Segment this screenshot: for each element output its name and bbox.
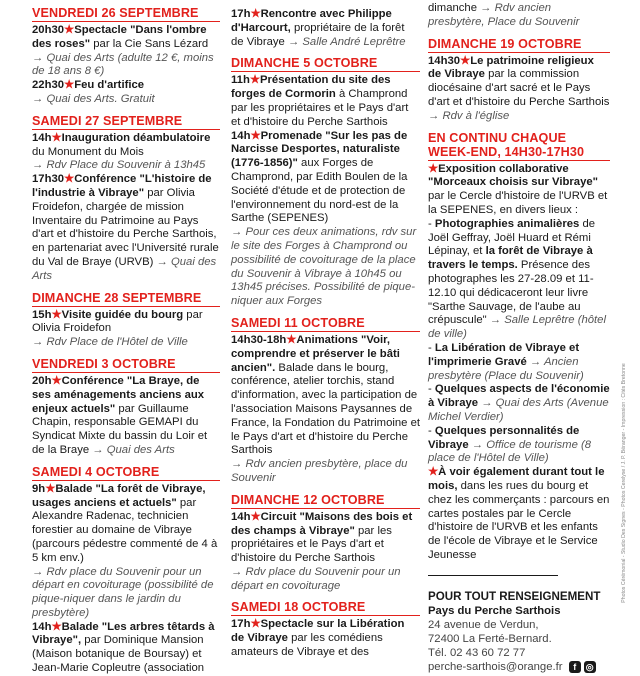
event — [231, 8, 420, 49]
arrow-icon: → — [32, 336, 47, 349]
exhibit-item — [428, 425, 610, 466]
event-desc: par les comédiens amateurs de Vibraye et des — [231, 632, 383, 659]
event-title: Conférence "L'histoire de l'industrie à Vibraye" — [32, 173, 212, 199]
event-desc: dans les rues du bourg et chez les commerçants : parcours en cartes postales par le Cercle d'histoire de l'URVB et les enfants de l'école de Vibraye et le Service Jeunesse — [428, 479, 610, 561]
arrow-icon: → — [471, 438, 487, 451]
star-icon: ★ — [64, 173, 75, 186]
event-place: Rdv ancien presbytère, Place du Souvenir — [428, 2, 580, 28]
info-address-1: 24 avenue de Verdun, — [428, 619, 539, 632]
event-time: 9h — [32, 482, 46, 495]
exhibit-place: Office de tourisme (8 place de l'Hôtel de Ville) — [428, 438, 592, 465]
event-title: À voir également durant tout le mois, — [428, 466, 605, 492]
column-2 — [231, 8, 421, 659]
exhibit-place: Salle Leprêtre (hôtel de ville) — [428, 314, 606, 341]
event-place: Pour ces deux animations, rdv sur le site des Forges à Champrond ou possibilité de covoiturage de la place du Souvenir à Vibraye à 10h45 ou 13h45 précises. Possibilité de pique-niquer aux Forges — [231, 226, 417, 308]
dash: - — [428, 217, 435, 230]
event-place: Quai des Arts — [32, 255, 217, 282]
exhibit-title: Quelques personnalités de Vibraye — [428, 424, 580, 451]
star-icon: ★ — [460, 54, 471, 67]
event — [231, 334, 420, 486]
star-icon: ★ — [250, 8, 261, 20]
exhibit-item — [428, 342, 610, 383]
event-time: 14h — [32, 620, 52, 633]
exhibit-desc-2: Présence des photographes les 27-28.09 et 11-12.10 qui dédicaceront leur livre "Sarthe Sauvage, de l'aube au crépuscule" — [428, 259, 594, 327]
arrow-icon: → — [231, 565, 246, 578]
event-title: Spectacle sur la Libération de Vibraye — [231, 618, 405, 645]
event — [231, 511, 420, 594]
arrow-icon: → — [529, 355, 544, 368]
day-heading: VENDREDI 26 SEPTEMBRE — [32, 6, 220, 22]
event — [32, 173, 220, 283]
social-icons — [569, 661, 596, 673]
star-icon: ★ — [45, 482, 56, 495]
day-heading: DIMANCHE 19 OCTOBRE — [428, 37, 610, 53]
event-title: Feu d'artifice — [74, 79, 145, 92]
info-email[interactable]: perche-sarthois@orange.fr — [428, 660, 563, 673]
arrow-icon: → — [480, 2, 495, 14]
event-title: Visite guidée du bourg — [61, 308, 184, 321]
event-desc: propriétaire de la forêt de Vibraye — [231, 21, 405, 48]
exhibit-place: Quai des Arts (Avenue Michel Verdier) — [428, 397, 609, 423]
event-place: Rdv Place du Souvenir à 13h45 — [46, 159, 206, 172]
event-desc: par Olivia Froidefon, chargée de mission Inventaire du Patrimoine au Pays d'art et d'histoire du Perche Sarthois, en partenariat avec l'Université rurale du Val de Braye (URVB) — [32, 186, 219, 268]
star-icon: ★ — [428, 466, 439, 479]
event-time: 14h — [32, 131, 52, 144]
event-place: Quai des Arts (adulte 12 €, moins de 18 ans 8 €) — [32, 51, 214, 78]
facebook-icon[interactable]: f — [569, 661, 581, 673]
star-icon: ★ — [250, 618, 261, 631]
day-heading: VENDREDI 3 OCTOBRE — [32, 357, 220, 373]
exhibit-item — [428, 218, 610, 342]
event-title: Balade "La forêt de Vibraye, usages anciens et actuels" — [32, 482, 206, 509]
event-time: 14h — [231, 129, 251, 142]
event-place: Quai des Arts. Gratuit — [46, 92, 155, 105]
info-title: POUR TOUT RENSEIGNEMENT — [428, 589, 601, 603]
event-desc: par la commission diocésaine d'art sacré et le Pays d'art et d'histoire du Perche Sarthois — [428, 68, 610, 108]
event-title: Exposition collaborative "Morceaux choisis sur Vibraye" — [428, 162, 598, 189]
event-place: Quai des Arts — [106, 443, 175, 456]
star-icon: ★ — [286, 333, 297, 346]
event-title: Balade "Les arbres têtards à Vibraye", — [32, 620, 215, 647]
arrow-icon: → — [481, 397, 496, 410]
event — [32, 132, 220, 173]
event-place: Rdv à l'église — [442, 109, 510, 122]
event-title: Présentation du site des forges de Cormorin — [231, 74, 391, 101]
star-icon: ★ — [64, 79, 75, 92]
exhibit-desc: de Joël Geffray, Joël Huard et Rémi Lépinay, et — [428, 217, 596, 258]
dash: - — [428, 341, 435, 354]
day-heading: EN CONTINU CHAQUE WEEK-END, 14H30-17H30 — [428, 131, 610, 161]
photo-credit — [617, 338, 631, 628]
day-heading: SAMEDI 27 SEPTEMBRE — [32, 114, 220, 130]
event-desc: dimanche — [428, 2, 477, 14]
event-time: 20h30 — [32, 24, 65, 36]
event-desc: par Alexandre Radenac, technicien forestier au domaine de Vibraye (parcours pédestre commenté de 4 à 5 km env.) — [32, 496, 218, 564]
exhibit-title: Photographies animalières — [434, 217, 580, 230]
day-heading: DIMANCHE 5 OCTOBRE — [231, 56, 420, 72]
event-time: 14h — [231, 510, 251, 523]
arrow-icon: → — [32, 51, 47, 64]
exhibit-title: Quelques aspects de l'économie à Vibraye — [428, 383, 610, 410]
event — [32, 483, 220, 621]
event-title: Promenade "Sur les pas de Narcisse Desportes, naturaliste (1776-1856)" — [231, 129, 408, 170]
event-place: Rdv ancien presbytère, place du Souvenir — [231, 458, 408, 484]
arrow-icon: → — [32, 159, 47, 172]
event-title: Le patrimoine religieux de Vibraye — [428, 54, 594, 81]
star-icon: ★ — [51, 374, 62, 387]
info-email-row — [428, 661, 610, 675]
event-place: Rdv place du Souvenir pour un départ en covoiturage — [231, 565, 401, 592]
event-time: 17h30 — [32, 173, 65, 186]
divider — [428, 575, 558, 576]
event-place: Salle André Leprêtre — [302, 35, 406, 48]
star-icon: ★ — [51, 131, 62, 144]
arrow-icon: → — [231, 458, 246, 471]
event-desc: par le Cercle d'histoire de l'URVB et la SEPENES, en divers lieux : — [428, 190, 608, 216]
event-place: Rdv Place de l'Hôtel de Ville — [46, 336, 188, 349]
exhibit-title-2: la forêt de Vibraye à travers le temps. — [428, 245, 593, 272]
event-title: Rencontre avec Philippe d'Harcourt, — [231, 8, 392, 34]
event — [428, 466, 610, 563]
event-desc: Balade dans le bourg, conférence, atelier torchis, stand d'information, avec la participation de l'association Maisons Paysannes de France, la Fondation du Patrimoine et le Pays d'art et d'histoire du Perche Sarthois — [231, 361, 421, 457]
event-time: 22h30 — [32, 79, 65, 92]
event-title: Animations "Voir, comprendre et préserver le bâti ancien". — [231, 333, 400, 374]
day-heading: SAMEDI 4 OCTOBRE — [32, 465, 220, 481]
exhibit-place: Ancien presbytère (Place du Souvenir) — [428, 355, 584, 382]
event — [32, 309, 220, 350]
event-place: Rdv place du Souvenir pour un départ en covoiturage (possibilité de pique-niquer dans le jardin du presbytère) — [32, 565, 214, 619]
event-desc: aux Forges de Champrond, par Edith Boulen de la Société d'étude et de protection de l'environnement du nord-est de la Sarthe (SEPENES) — [231, 157, 408, 225]
info-phone: Tél. 02 43 60 72 77 — [428, 646, 526, 659]
event-title: Conférence "La Braye, de ses aménagements anciens aux enjeux actuels" — [32, 374, 205, 415]
dash: - — [428, 424, 435, 437]
star-icon: ★ — [51, 308, 62, 321]
event-time: 17h — [231, 8, 251, 20]
event-time: 14h30 — [428, 54, 461, 67]
instagram-icon[interactable]: ◎ — [584, 661, 596, 673]
event-desc: par Guillaume Chapin, responsable GEMAPI du Syndicat Mixte du bassin du Loir et de la Braye — [32, 402, 208, 456]
event-time: 15h — [32, 308, 52, 321]
event — [32, 24, 220, 79]
arrow-icon: → — [92, 443, 107, 456]
event — [428, 163, 610, 218]
event — [231, 130, 420, 309]
arrow-icon: → — [32, 565, 47, 578]
arrow-icon: → — [287, 35, 303, 48]
event-time: 17h — [231, 618, 251, 631]
star-icon: ★ — [428, 162, 439, 175]
event — [32, 79, 220, 107]
star-icon: ★ — [64, 24, 75, 36]
column-3 — [428, 2, 610, 673]
arrow-icon: → — [489, 314, 505, 327]
event-desc: par Dominique Mansion (Maison botanique de Boursay) et Jean-Marie Copleutre (association — [32, 634, 205, 675]
star-icon: ★ — [249, 74, 260, 87]
arrow-icon: → — [32, 92, 47, 105]
day-heading: DIMANCHE 28 SEPTEMBRE — [32, 291, 220, 307]
arrow-icon: → — [231, 226, 246, 239]
photo-credit-text: Photos Cérémonial - Studio Des Signes - Photos Cerelyse / J. P. Béranger - Impression : Cités Bretonne — [621, 363, 627, 603]
event — [428, 2, 610, 30]
event-title: Spectacle "Dans l'ombre des roses" — [32, 24, 207, 50]
dash: - — [428, 383, 435, 396]
star-icon: ★ — [250, 129, 261, 142]
event-time: 20h — [32, 374, 52, 387]
event-desc: par la Cie Sans Lézard — [90, 37, 209, 50]
event-title: Inauguration déambulatoire — [61, 131, 211, 144]
day-heading: DIMANCHE 12 OCTOBRE — [231, 493, 420, 509]
exhibit-title: La Libération de Vibraye et l'imprimerie Gravé — [428, 341, 580, 368]
event-desc: par les propriétaires et le Pays d'art et d'histoire du Perche Sarthois — [231, 524, 392, 565]
day-heading: SAMEDI 11 OCTOBRE — [231, 316, 420, 332]
star-icon: ★ — [51, 620, 62, 633]
event — [32, 375, 220, 458]
event-title: Circuit "Maisons des bois et des champs à Vibraye" — [231, 510, 413, 537]
column-1 — [32, 6, 220, 675]
day-heading: SAMEDI 18 OCTOBRE — [231, 600, 420, 616]
event — [231, 74, 420, 129]
event-time: 11h — [231, 74, 250, 87]
event — [428, 55, 610, 124]
event-desc: par Olivia Froidefon — [32, 308, 203, 335]
star-icon: ★ — [250, 510, 261, 523]
info-block — [428, 590, 610, 675]
event-desc: du Monument du Mois — [32, 145, 144, 158]
event-desc: à Champrond par les propriétaires et le Pays d'art et d'histoire du Perche Sarthois — [231, 88, 409, 128]
event — [32, 621, 220, 676]
arrow-icon: → — [156, 255, 171, 268]
info-org: Pays du Perche Sarthois — [428, 605, 561, 618]
event-time: 14h30-18h — [231, 333, 287, 346]
event — [231, 618, 420, 659]
arrow-icon: → — [428, 109, 443, 122]
info-address-2: 72400 La Ferté-Bernard. — [428, 633, 552, 646]
exhibit-item — [428, 383, 610, 424]
